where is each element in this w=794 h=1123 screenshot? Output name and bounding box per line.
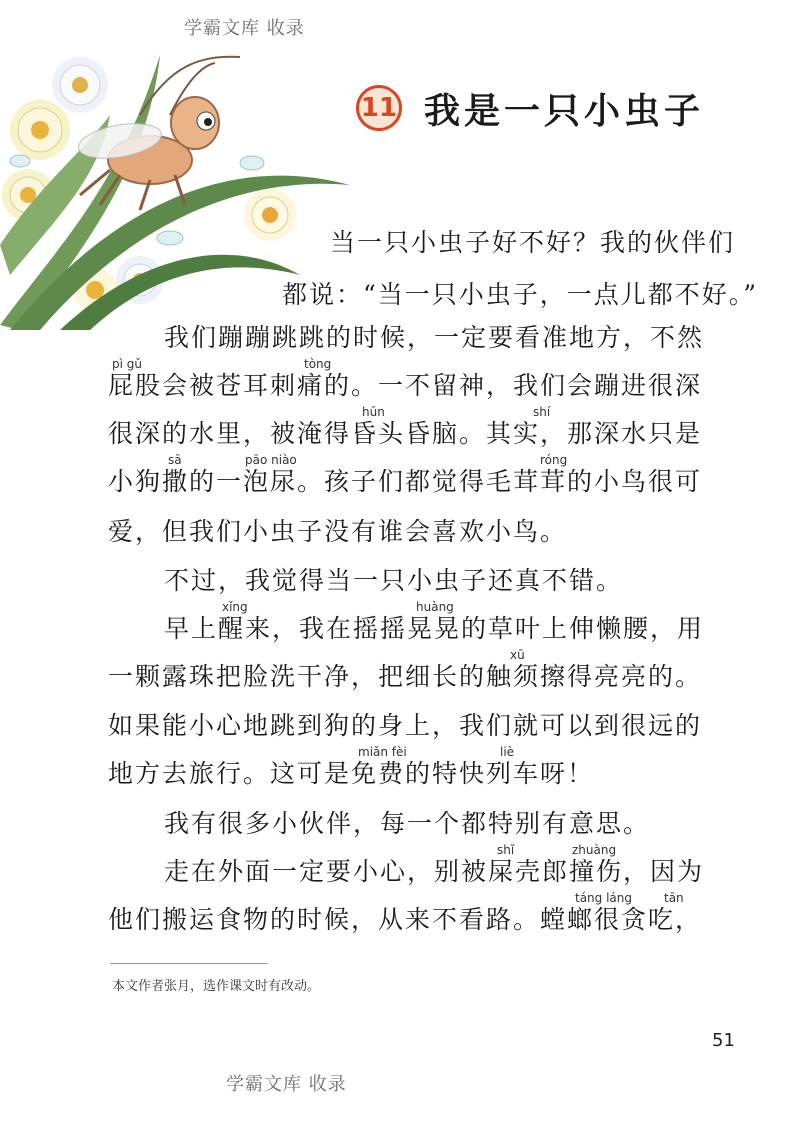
pinyin-lie: liè — [500, 745, 515, 759]
text-line-7: 爱，但我们小虫子没有谁会喜欢小鸟。 — [108, 517, 568, 546]
pinyin-paoniao: pāo niào — [245, 453, 297, 467]
page-number: 51 — [712, 1030, 735, 1051]
text-line-12: 地方去旅行。这可是免费的特快列车呀！ — [108, 759, 595, 788]
lesson-number-badge: 11 — [356, 85, 402, 131]
pinyin-xu: xū — [510, 648, 525, 662]
text-line-15: 他们搬运食物的时候，从来不看路。螳螂很贪吃， — [108, 905, 703, 934]
text-line-2: 都说：“当一只小虫子，一点儿都不好。” — [282, 280, 759, 309]
text-line-6: 小狗撒的一泡尿。孩子们都觉得毛茸茸的小鸟很可 — [108, 467, 703, 496]
pinyin-mianfei: miǎn fèi — [358, 745, 407, 759]
watermark-top: 学霸文库 收录 — [184, 18, 305, 39]
text-line-9: 早上醒来，我在摇摇晃晃的草叶上伸懒腰，用 — [164, 614, 705, 643]
pinyin-zhuang: zhuàng — [572, 843, 617, 857]
pinyin-xing: xǐng — [222, 600, 248, 614]
text-line-8: 不过，我觉得当一只小虫子还真不错。 — [164, 566, 624, 595]
text-line-10: 一颗露珠把脸洗干净，把细长的触须擦得亮亮的。 — [108, 662, 703, 691]
pinyin-tanglang: táng láng — [575, 891, 633, 905]
footnote: 本文作者张月，选作课文时有改动。 — [112, 979, 321, 994]
pinyin-tan: tān — [664, 891, 684, 905]
text-line-11: 如果能小心地跳到狗的身上，我们就可以到很远的 — [108, 711, 703, 740]
text-line-4: 屁股会被苍耳刺痛的。一不留神，我们会蹦进很深 — [108, 371, 703, 400]
pinyin-shi: shí — [533, 405, 551, 419]
pinyin-huang: huàng — [416, 600, 454, 614]
text-line-13: 我有很多小伙伴，每一个都特别有意思。 — [164, 809, 651, 838]
pinyin-rong: róng — [540, 453, 568, 467]
text-line-1: 当一只小虫子好不好？我的伙伴们 — [330, 228, 736, 257]
pinyin-tong: tòng — [304, 357, 332, 371]
pinyin-pigu: pì gǔ — [112, 357, 142, 371]
footnote-divider — [110, 963, 268, 964]
pinyin-shi2: shǐ — [497, 843, 515, 857]
lesson-title-text: 我是一只小虫子 — [424, 89, 705, 132]
watermark-bottom: 学霸文库 收录 — [226, 1074, 347, 1095]
pinyin-hun: hūn — [362, 405, 385, 419]
text-line-5: 很深的水里，被淹得昏头昏脑。其实，那深水只是 — [108, 419, 703, 448]
lesson-title — [356, 78, 704, 138]
pinyin-sa: sā — [168, 453, 182, 467]
text-line-14: 走在外面一定要小心，别被屎壳郎撞伤，因为 — [164, 857, 705, 886]
text-line-3: 我们蹦蹦跳跳的时候，一定要看准地方，不然 — [164, 323, 705, 352]
